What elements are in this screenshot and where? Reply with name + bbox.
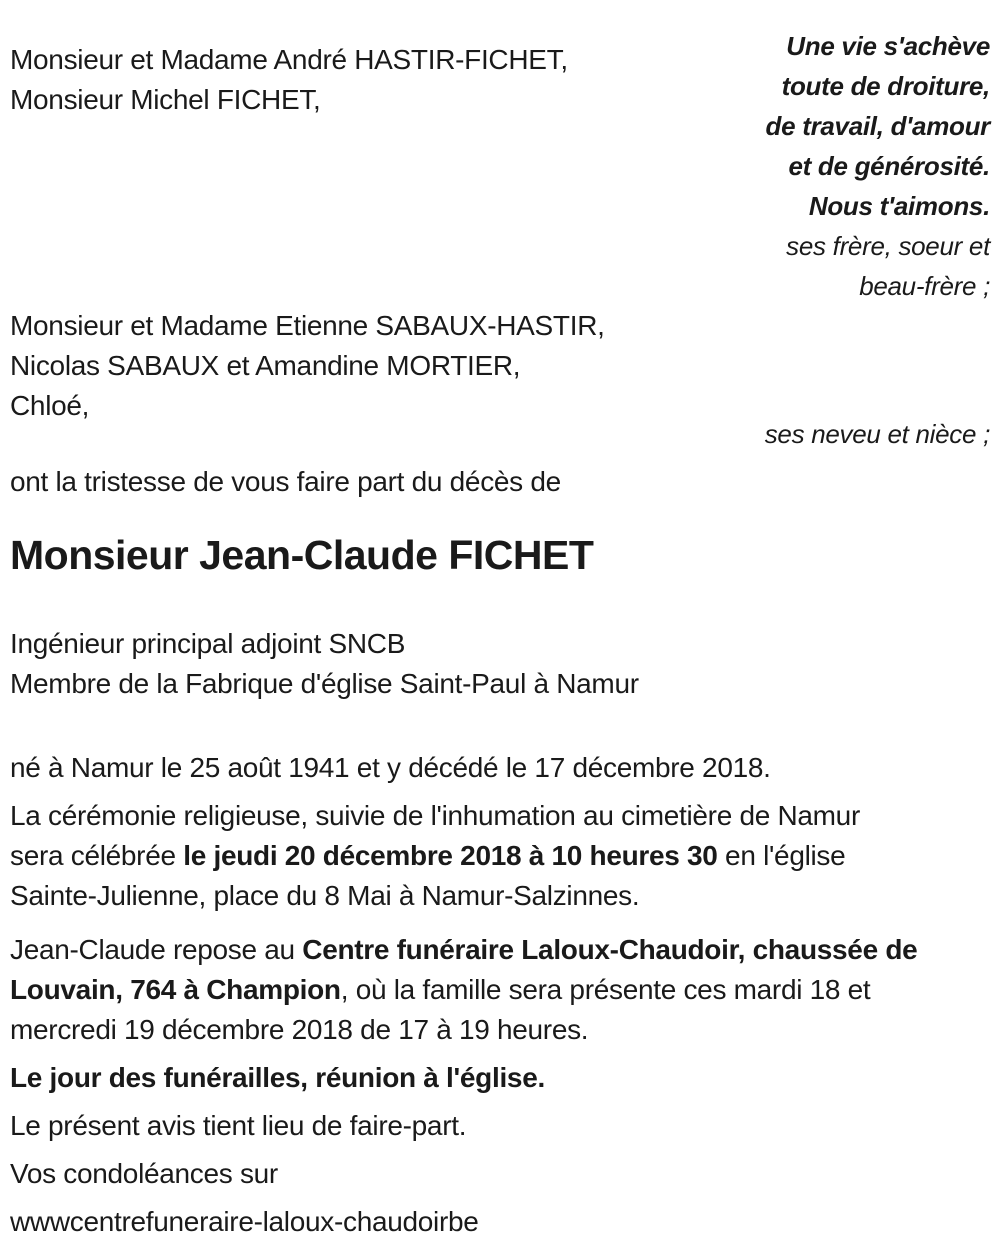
ceremony-line <box>10 836 990 876</box>
website-line: wwwcentrefuneraire-laloux-chaudoirbe <box>10 1206 479 1237</box>
deceased-name: Monsieur Jean-Claude FICHET <box>10 532 594 578</box>
announcement-intro: ont la tristesse de vous faire part du décès de <box>10 466 561 497</box>
funeral-day-note: Le jour des funérailles, réunion à l'église. <box>10 1062 545 1093</box>
tribute-line: et de générosité. <box>788 151 990 181</box>
nephew-niece-signature: ses neveu et nièce ; <box>764 419 990 449</box>
notice-line: Le présent avis tient lieu de faire-part. <box>10 1110 467 1141</box>
ceremony-datetime-bold: le jeudi 20 décembre 2018 à 10 heures 30 <box>183 840 718 871</box>
top-row <box>10 26 990 306</box>
repose-line: mercredi 19 décembre 2018 de 17 à 19 heures. <box>10 1014 589 1045</box>
repose-line <box>10 970 990 1010</box>
ceremony-line: Sainte-Julienne, place du 8 Mai à Namur-Salzinnes. <box>10 880 640 911</box>
tribute-line: Nous t'aimons. <box>808 191 990 221</box>
family-group-1-line: Monsieur et Madame André HASTIR-FICHET, <box>10 44 568 75</box>
family-group-2-line: Monsieur et Madame Etienne SABAUX-HASTIR, <box>10 310 605 341</box>
tribute-line: toute de droiture, <box>781 71 990 101</box>
repose-line <box>10 930 990 970</box>
birth-death-line: né à Namur le 25 août 1941 et y décédé le 17 décembre 2018. <box>10 752 771 783</box>
family-group-1 <box>10 26 568 120</box>
family-group-2-line: Nicolas SABAUX et Amandine MORTIER, <box>10 350 521 381</box>
funeral-home-bold: Centre funéraire Laloux-Chaudoir, chaussée de <box>302 934 918 965</box>
tribute-signature <box>766 226 990 306</box>
tribute-signature-line: ses frère, soeur et <box>786 231 990 261</box>
family-group-2-line: Chloé, <box>10 390 90 421</box>
tribute-signature-line: beau-frère ; <box>859 271 990 301</box>
deceased-title-line: Membre de la Fabrique d'église Saint-Paul à Namur <box>10 668 639 699</box>
funeral-home-address-bold: Louvain, 764 à Champion <box>10 974 341 1005</box>
deceased-title-line: Ingénieur principal adjoint SNCB <box>10 628 406 659</box>
ceremony-paragraph <box>10 796 990 916</box>
tribute-line: de travail, d'amour <box>765 111 990 141</box>
deceased-titles <box>10 624 990 704</box>
ceremony-text: en l'église <box>717 840 846 871</box>
tribute-poem <box>766 26 990 226</box>
tribute-block <box>766 26 990 306</box>
condolences-line: Vos condoléances sur <box>10 1158 278 1189</box>
repose-text: Jean-Claude repose au <box>10 934 303 965</box>
repose-text: , où la famille sera présente ces mardi 18 et <box>340 974 871 1005</box>
family-group-2 <box>10 306 990 426</box>
tribute-line: Une vie s'achève <box>786 31 990 61</box>
ceremony-line: La cérémonie religieuse, suivie de l'inhumation au cimetière de Namur <box>10 800 860 831</box>
family-group-1-line: Monsieur Michel FICHET, <box>10 84 321 115</box>
ceremony-text: sera célébrée <box>10 840 184 871</box>
repose-paragraph <box>10 930 990 1050</box>
